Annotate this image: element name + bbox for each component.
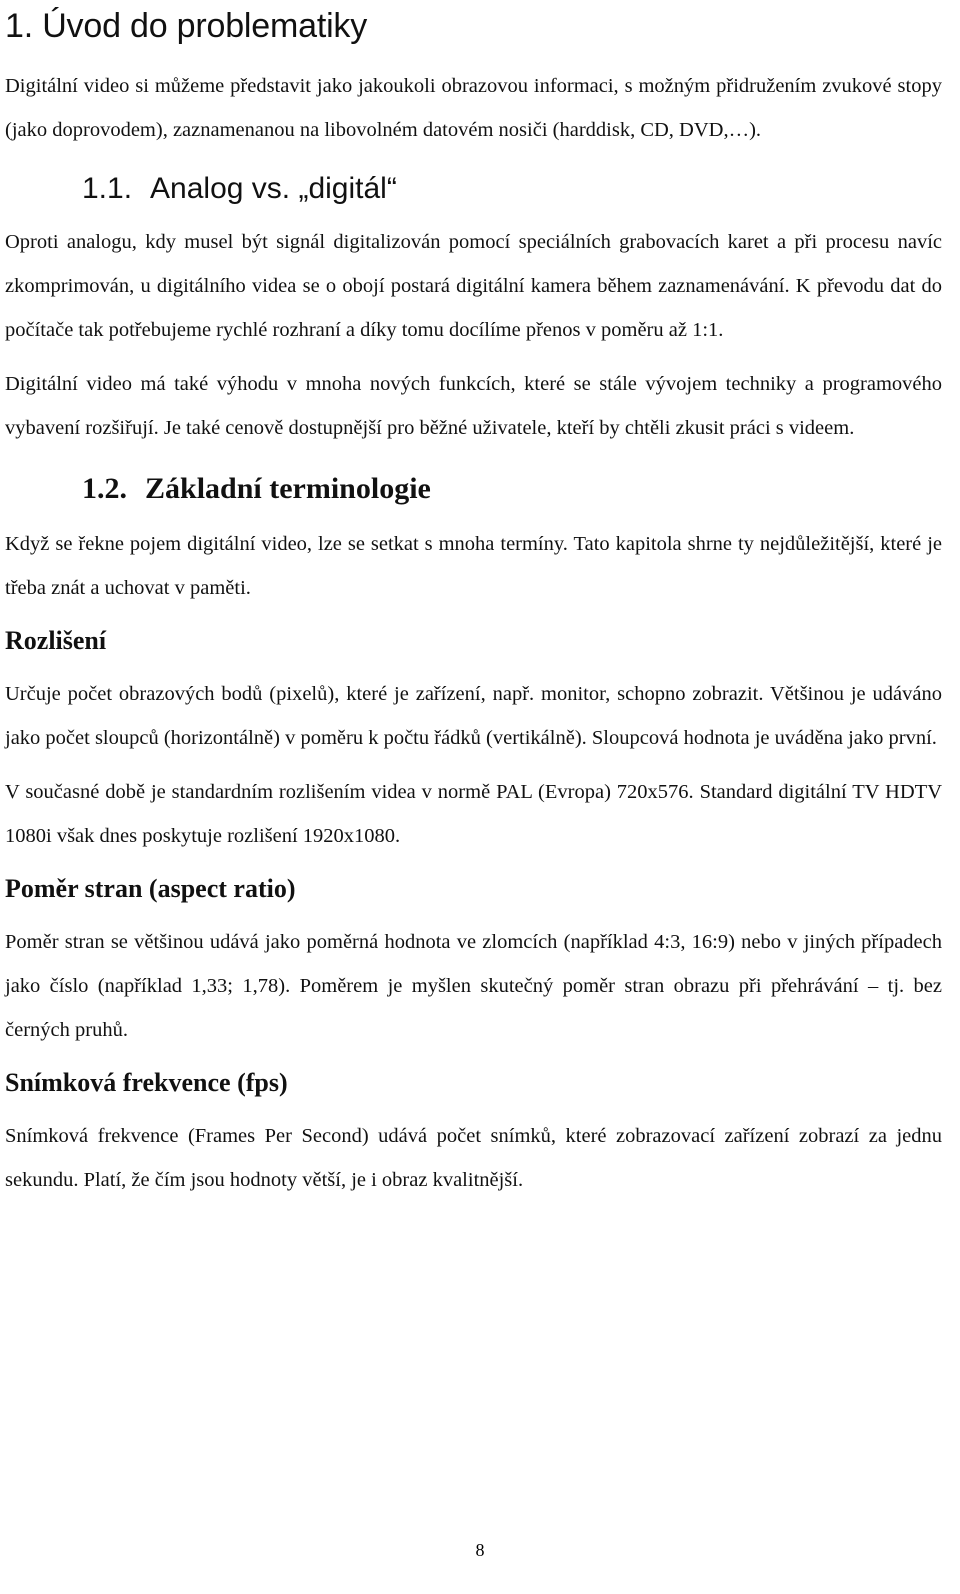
- frame-rate-paragraph: Snímková frekvence (Frames Per Second) udává počet snímků, které zobrazovací zařízení zobrazí za jednu sekundu. Platí, že čím jsou hodnoty větší, je i obraz kvalitnější.: [5, 1125, 942, 1191]
- subheading-frame-rate: Snímková frekvence (fps): [5, 1068, 288, 1097]
- section-heading-terminology: [82, 470, 942, 508]
- chapter-heading: 1. Úvod do problematiky: [5, 7, 368, 45]
- subheading-resolution: Rozlišení: [5, 626, 107, 655]
- section-title: Základní terminologie: [145, 472, 431, 505]
- intro-paragraph: Digitální video si můžeme představit jako jakoukoli obrazovou informaci, s možným přidružením zvukové stopy (jako doprovodem), zaznamenanou na libovolném datovém nosiči (harddisk, CD, DVD,…).: [5, 75, 942, 141]
- resolution-paragraph-2: V současné době je standardním rozlišením videa v normě PAL (Evropa) 720x576. Standard digitální TV HDTV 1080i však dnes poskytuje rozlišení 1920x1080.: [5, 781, 942, 847]
- resolution-paragraph-1: Určuje počet obrazových bodů (pixelů), které je zařízení, např. monitor, schopno zobrazit. Většinou je udáváno jako počet sloupců (horizontálně) v poměru k počtu řádků (vertikálně). Sloupcová hodnota je uváděna jako první.: [5, 683, 942, 749]
- section-number: 1.1.: [82, 172, 133, 205]
- section-title: Analog vs. „digitál“: [150, 172, 397, 205]
- analog-paragraph-1: Oproti analogu, kdy musel být signál digitalizován pomocí speciálních grabovacích karet a při procesu navíc zkomprimován, u digitálního videa se o obojí postará digitální kamera během zaznamenávání. K převodu dat do počítače tak potřebujeme rychlé rozhraní a díky tomu docílíme přenos v poměru až 1:1.: [5, 231, 942, 341]
- section-heading-analog: [82, 170, 942, 208]
- analog-paragraph-2: Digitální video má také výhodu v mnoha nových funkcích, které se stále vývojem techniky a programového vybavení rozšiřují. Je také cenově dostupnější pro běžné uživatele, kteří by chtěli zkusit práci s videem.: [5, 373, 942, 439]
- page-number: 8: [475, 1540, 485, 1560]
- terminology-paragraph: Když se řekne pojem digitální video, lze se setkat s mnoha termíny. Tato kapitola shrne ty nejdůležitější, které je třeba znát a uchovat v paměti.: [5, 533, 942, 599]
- section-number: 1.2.: [82, 472, 127, 505]
- aspect-ratio-paragraph: Poměr stran se většinou udává jako poměrná hodnota ve zlomcích (například 4:3, 16:9) nebo v jiných případech jako číslo (například 1,33; 1,78). Poměrem je myšlen skutečný poměr stran obrazu při přehrávání – tj. bez černých pruhů.: [5, 931, 942, 1041]
- subheading-aspect-ratio: Poměr stran (aspect ratio): [5, 874, 296, 903]
